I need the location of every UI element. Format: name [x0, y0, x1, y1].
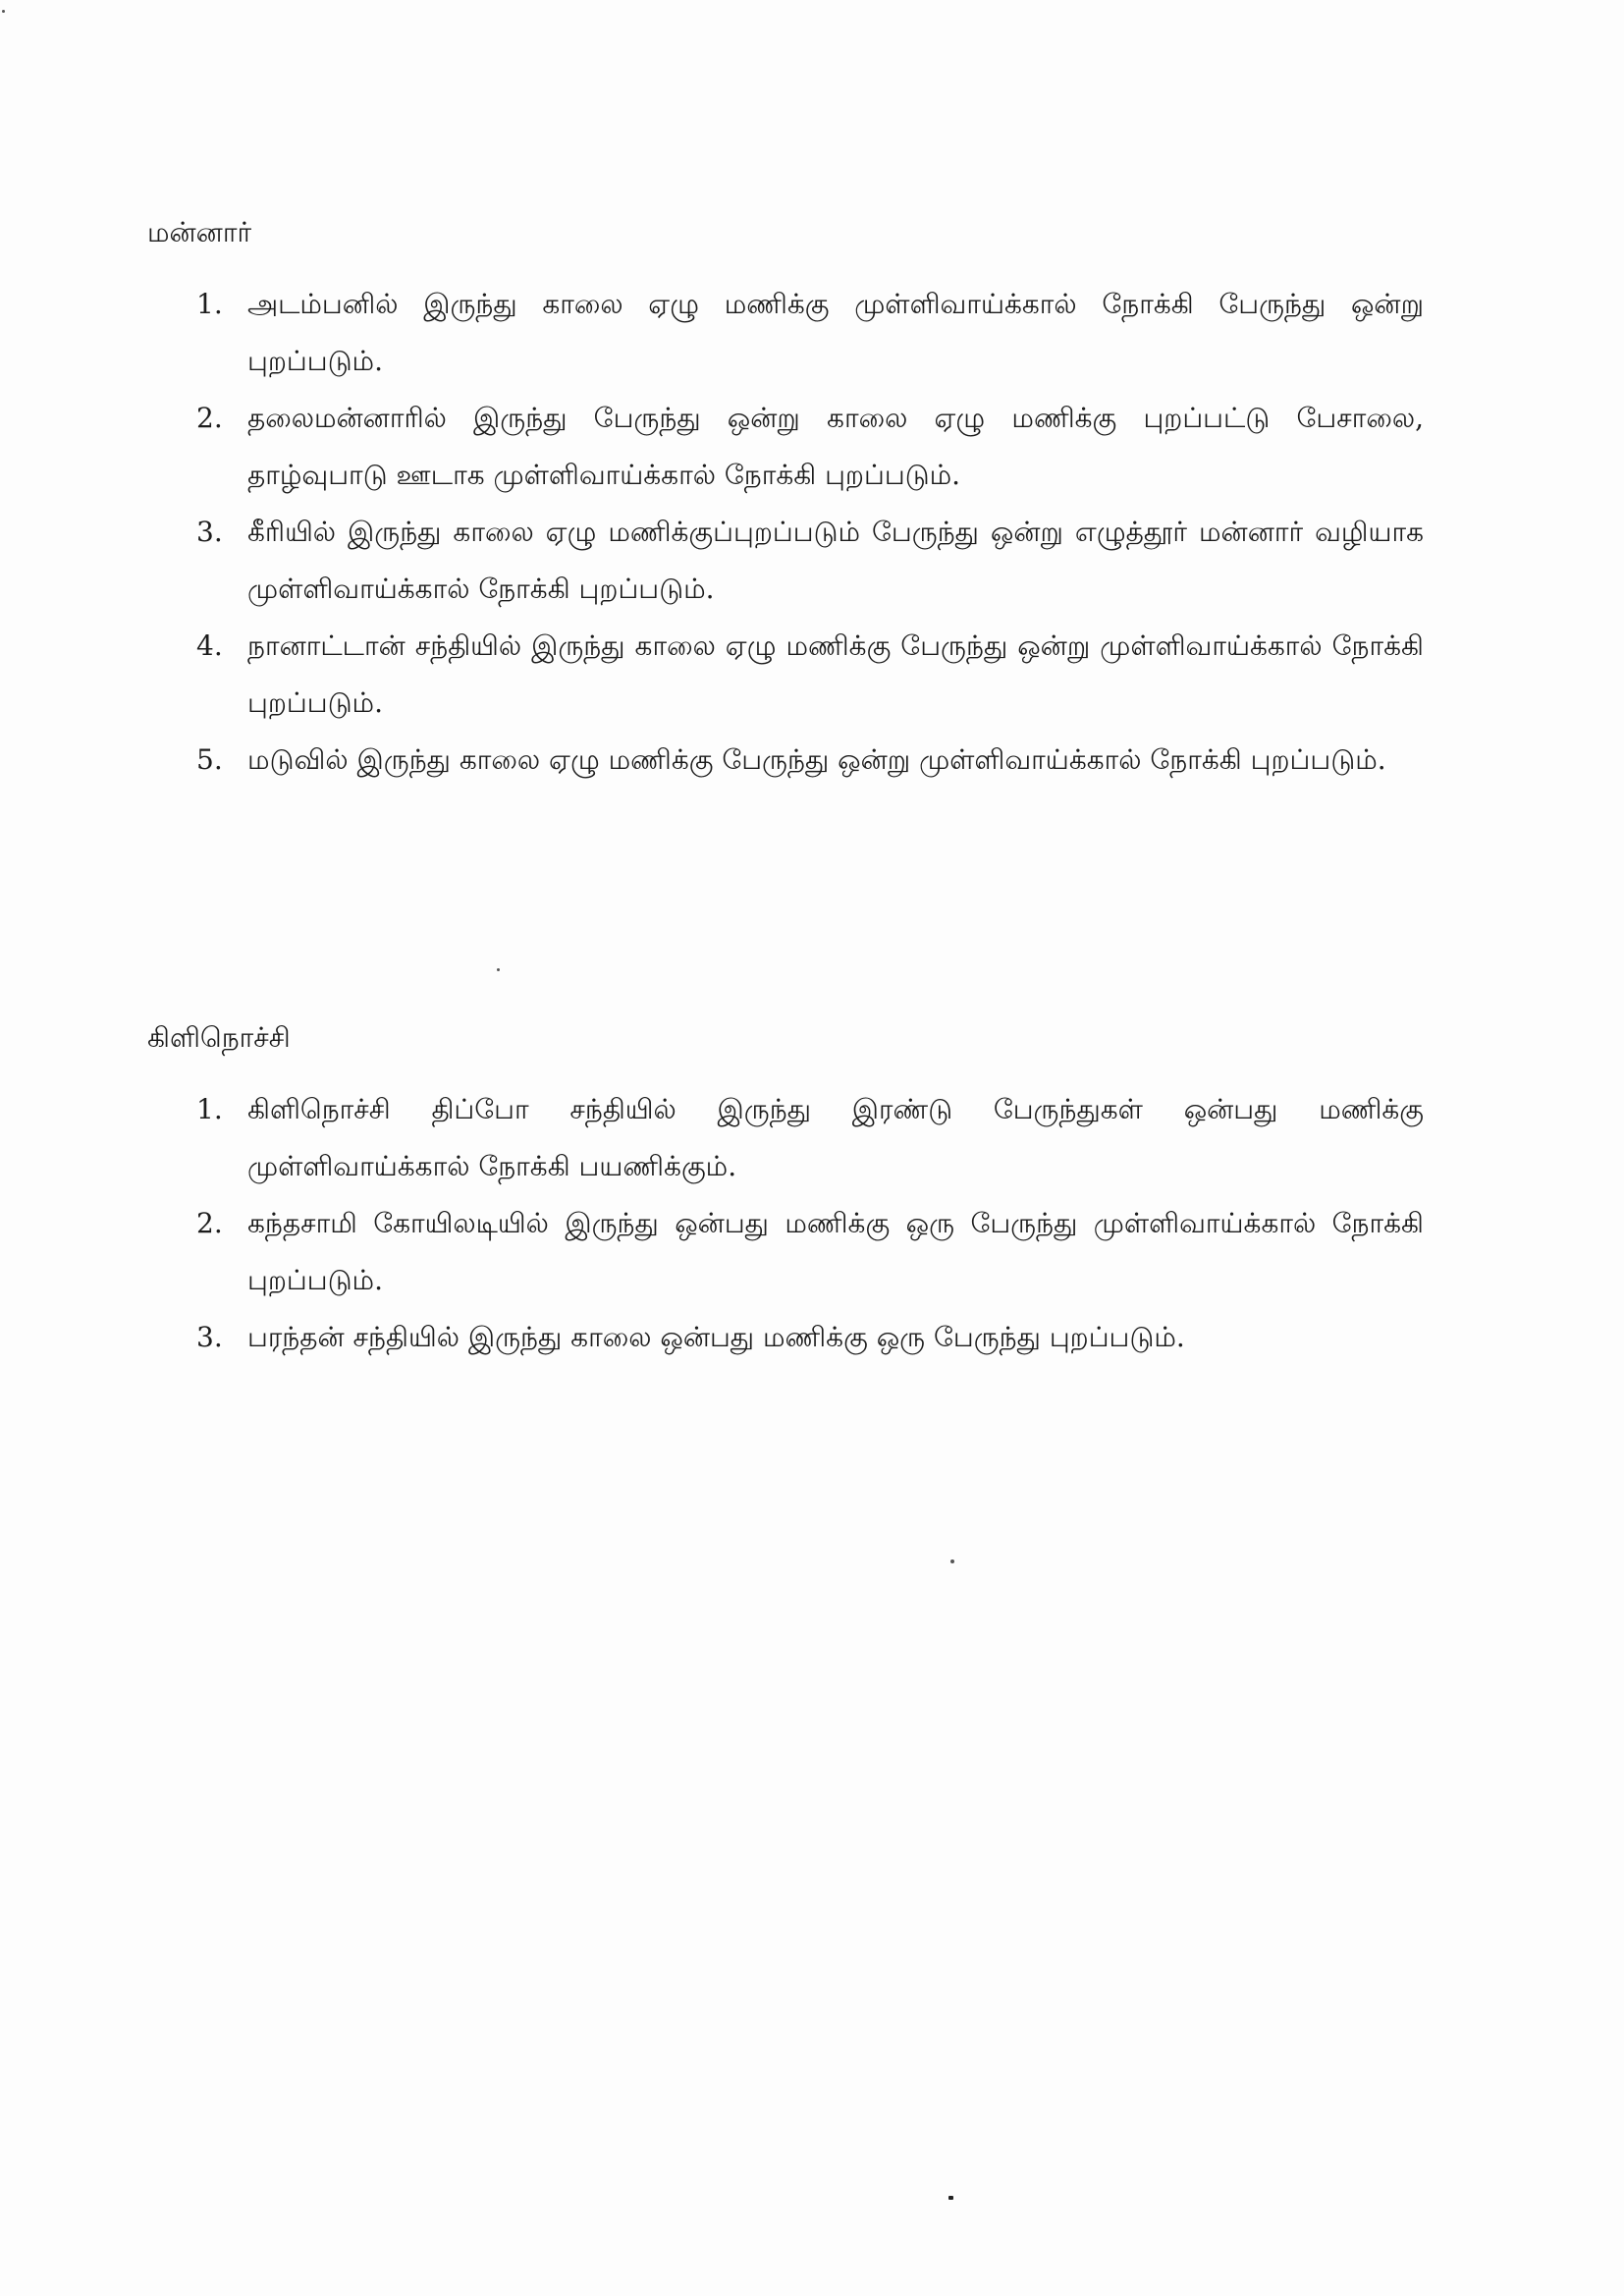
item-number: 2. [196, 1207, 223, 1239]
item-text: அடம்பனில் இருந்து காலை ஏழு மணிக்கு முள்ளிவாய்க்கால் நோக்கி பேருந்து ஒன்று புறப்படும். [247, 288, 1424, 377]
list-item [147, 1195, 1424, 1309]
scan-speck [2, 10, 5, 13]
bus-route-list [147, 276, 1424, 789]
section-heading: மன்னார் [147, 216, 252, 248]
scan-speck [948, 2196, 953, 2200]
list-item [147, 732, 1424, 789]
section-heading: கிளிநொச்சி [147, 1021, 291, 1054]
bus-route-list [147, 1081, 1424, 1366]
item-number: 1. [196, 288, 223, 320]
item-number: 3. [196, 516, 223, 548]
section-mannar [147, 211, 1424, 789]
item-number: 1. [196, 1093, 223, 1125]
item-text: பரந்தன் சந்தியில் இருந்து காலை ஒன்பது மணிக்கு ஒரு பேருந்து புறப்படும். [247, 1321, 1185, 1353]
list-item [147, 504, 1424, 618]
item-text: மடுவில் இருந்து காலை ஏழு மணிக்கு பேருந்து ஒன்று முள்ளிவாய்க்கால் நோக்கி புறப்படும். [247, 743, 1386, 776]
item-text: தலைமன்னாரில் இருந்து பேருந்து ஒன்று காலை ஏழு மணிக்கு புறப்பட்டு பேசாலை, தாழ்வுபாடு ஊடாக முள்ளிவாய்க்கால் நோக்கி புறப்படும். [247, 402, 1424, 491]
item-text: கீரியில் இருந்து காலை ஏழு மணிக்குப்புறப்படும் பேருந்து ஒன்று எழுத்தூர் மன்னார் வழியாக முள்ளிவாய்க்கால் நோக்கி புறப்படும். [247, 516, 1424, 605]
item-text: கந்தசாமி கோயிலடியில் இருந்து ஒன்பது மணிக்கு ஒரு பேருந்து முள்ளிவாய்க்கால் நோக்கி புறப்படும். [247, 1207, 1424, 1296]
scan-speck [497, 968, 500, 971]
scan-speck [950, 1559, 954, 1563]
item-number: 2. [196, 402, 223, 434]
section-kilinochchi [147, 1016, 1424, 1366]
list-item [147, 1081, 1424, 1195]
list-item [147, 390, 1424, 504]
item-number: 4. [196, 629, 223, 662]
item-number: 5. [196, 743, 223, 776]
list-item [147, 1309, 1424, 1366]
item-text: கிளிநொச்சி திப்போ சந்தியில் இருந்து இரண்டு பேருந்துகள் ஒன்பது மணிக்கு முள்ளிவாய்க்கால் நோக்கி பயணிக்கும். [247, 1093, 1424, 1182]
item-text: நானாட்டான் சந்தியில் இருந்து காலை ஏழு மணிக்கு பேருந்து ஒன்று முள்ளிவாய்க்கால் நோக்கி புறப்படும். [247, 629, 1424, 719]
list-item [147, 618, 1424, 732]
list-item [147, 276, 1424, 390]
item-number: 3. [196, 1321, 223, 1353]
